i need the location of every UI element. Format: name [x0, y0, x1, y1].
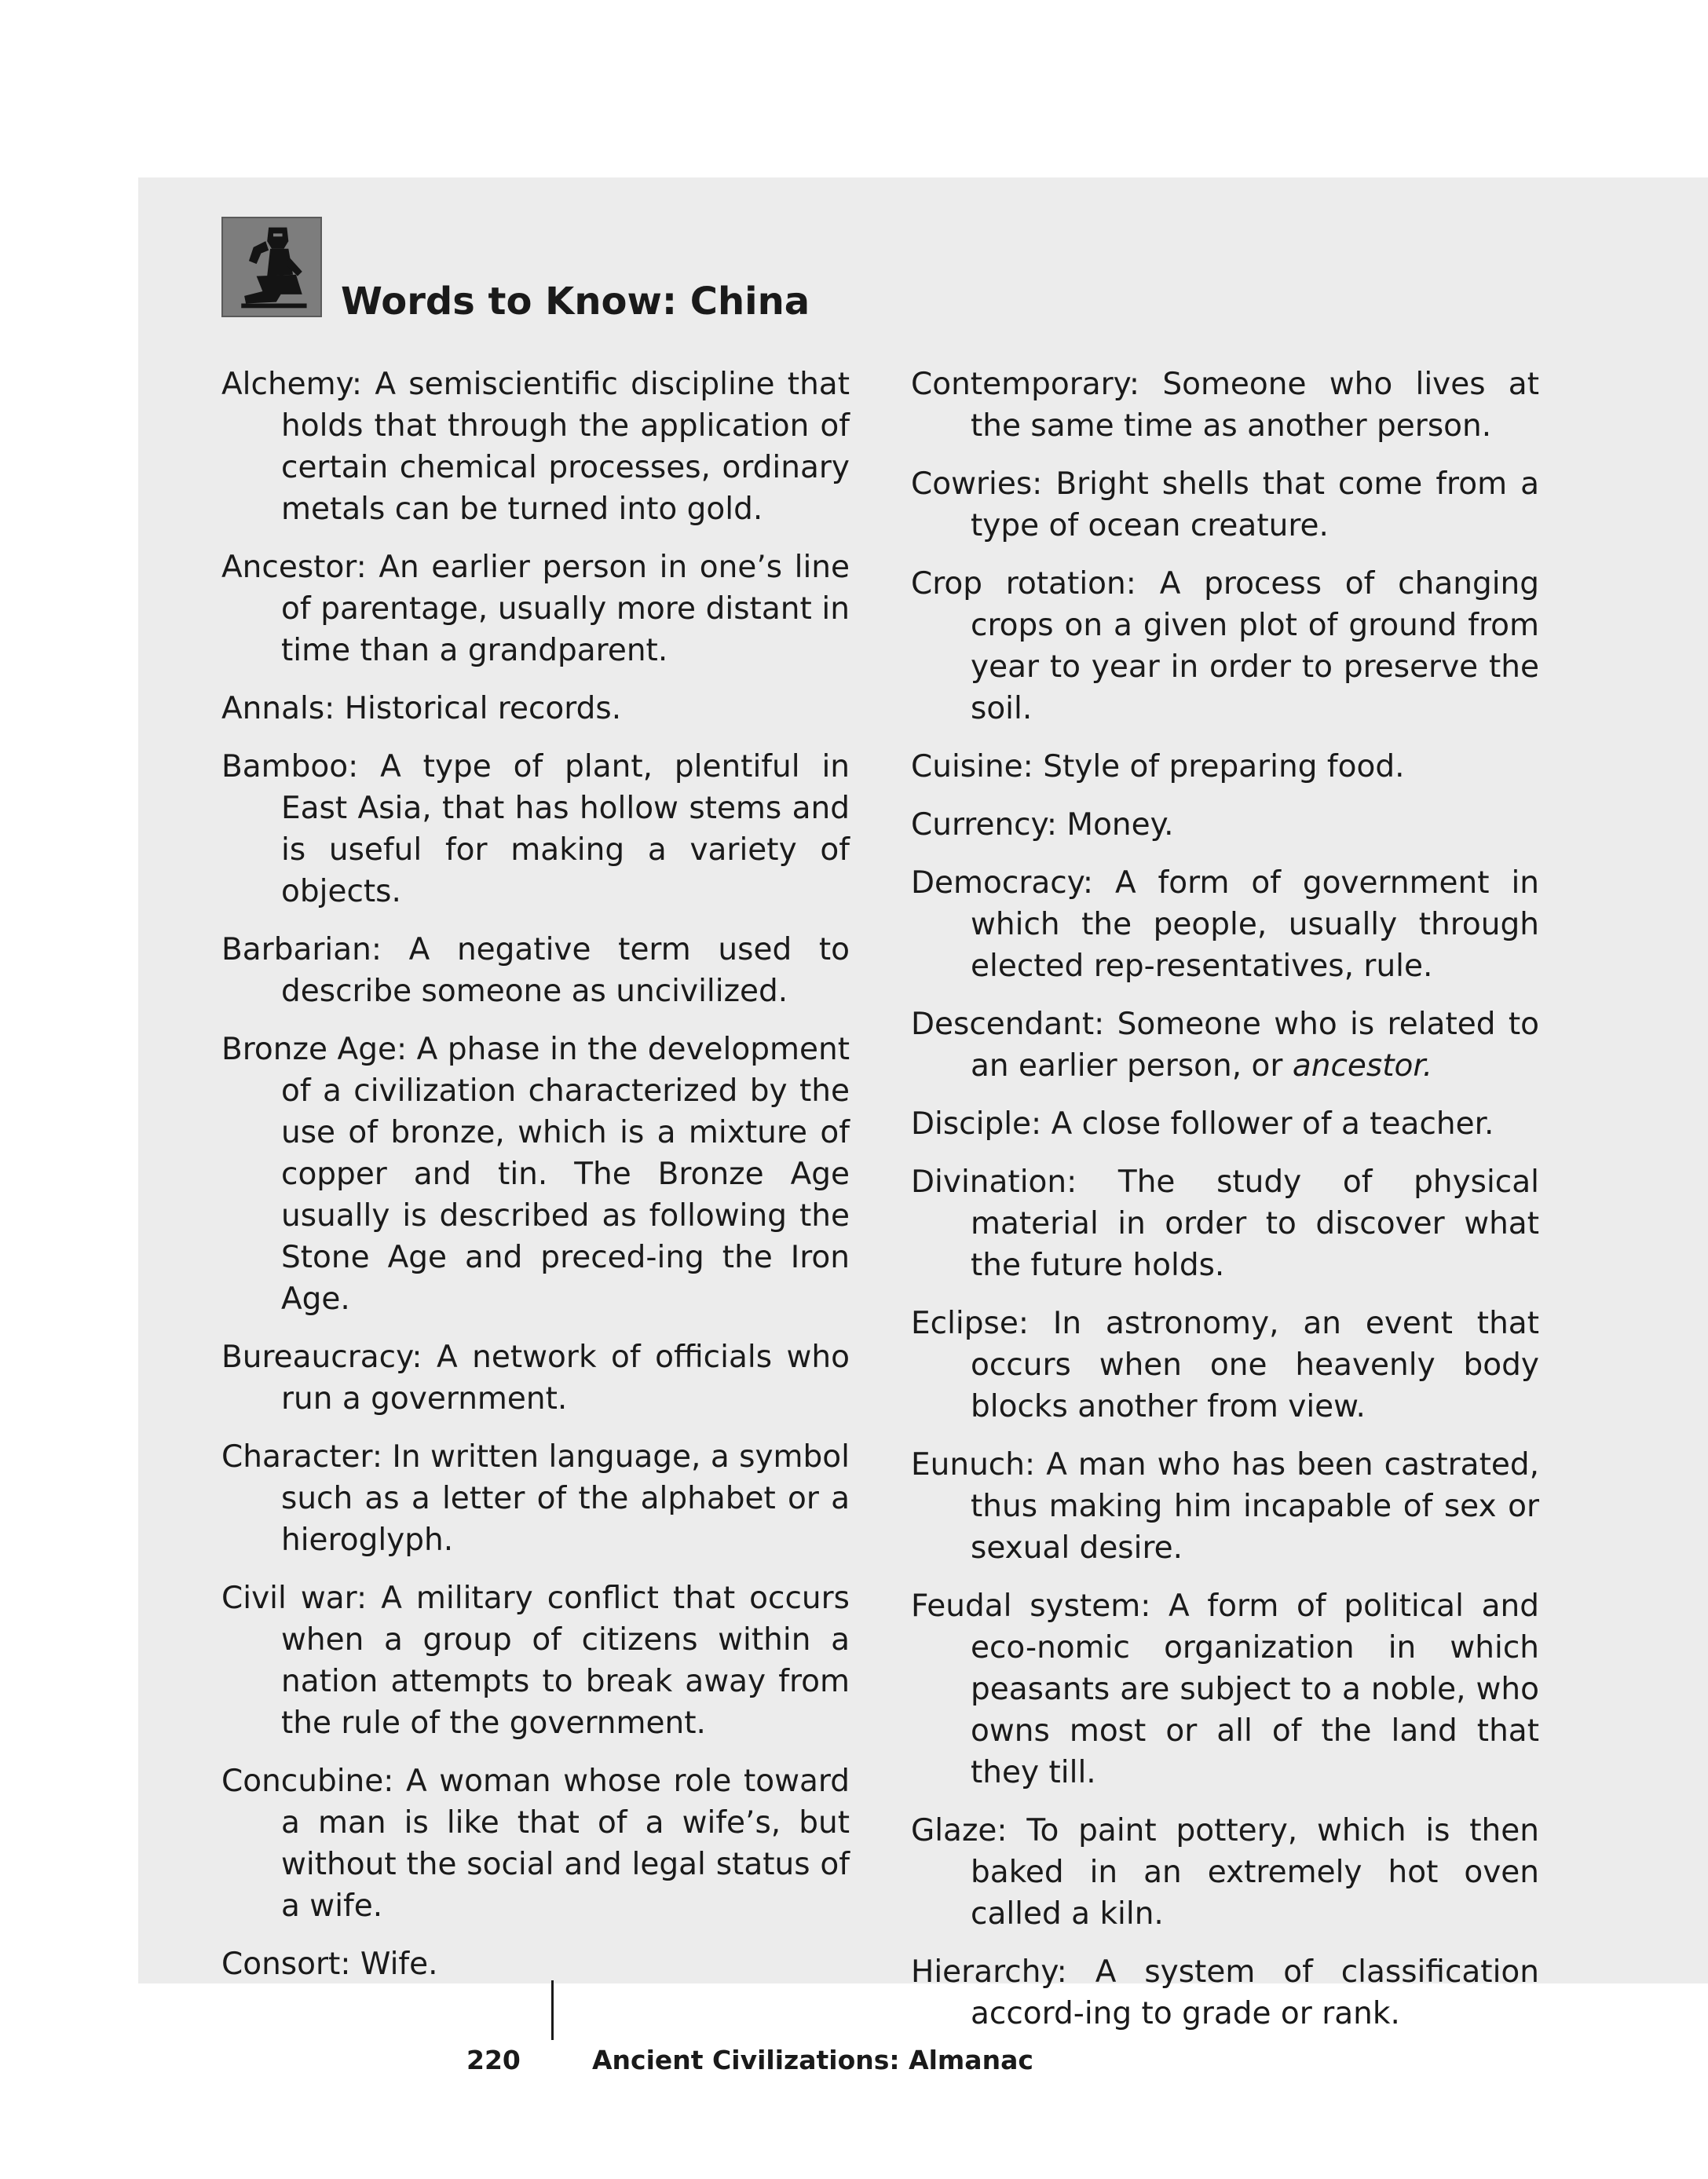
glossary-entry-divination: Divination: The study of physical material in order to discover what the future holds.	[911, 1164, 1539, 1283]
glossary-entry-bamboo: Bamboo: A type of plant, plentiful in East Asia, that has hollow stems and is useful for making a variety of objects.	[221, 749, 850, 909]
glossary-entry-currency: Currency: Money.	[911, 807, 1174, 843]
page-title: Words to Know: China	[341, 280, 810, 324]
glossary-entry-feudal-system: Feudal system: A form of political and eco-nomic organization in which peasants are subject to a noble, who owns most or all of the land that they till.	[911, 1589, 1539, 1790]
glossary-entry-contemporary: Contemporary: Someone who lives at the same time as another person.	[911, 367, 1539, 444]
glossary-entry-cowries: Cowries: Bright shells that come from a type of ocean creature.	[911, 466, 1539, 543]
glossary-entry-consort: Consort: Wife.	[221, 1947, 438, 1982]
glossary-right-column	[911, 364, 1539, 2051]
glossary-entry-eclipse: Eclipse: In astronomy, an event that occurs when one heavenly body blocks another from view.	[911, 1306, 1540, 1424]
page-number: 220	[466, 2045, 521, 2075]
glossary-entry-disciple: Disciple: A close follower of a teacher.	[911, 1106, 1494, 1142]
kneeling-figure-icon	[221, 217, 322, 317]
footer-divider	[551, 1980, 554, 2040]
glossary-entry-eunuch: Eunuch: A man who has been castrated, thus making him incapable of sex or sexual desire.	[911, 1447, 1540, 1566]
glossary-entry-concubine: Concubine: A woman whose role toward a man is like that of a wife’s, but without the social and legal status of a wife.	[221, 1764, 850, 1924]
glossary-entry-cuisine: Cuisine: Style of preparing food.	[911, 749, 1405, 784]
glossary-entry-hierarchy: Hierarchy: A system of classification accord-ing to grade or rank.	[911, 1954, 1539, 2031]
book-title: Ancient Civilizations: Almanac	[592, 2045, 1033, 2075]
glossary-entry-descendant: Descendant: Someone who is related to an earlier person, or ancestor.	[911, 1007, 1539, 1084]
glossary-left-column	[221, 364, 850, 2002]
glossary-entry-democracy: Democracy: A form of government in which the people, usually through elected rep-resentatives, rule.	[911, 865, 1539, 984]
italic-term-ancestor: ancestor.	[1292, 1048, 1433, 1084]
glossary-entry-bureaucracy: Bureaucracy: A network of officials who run a government.	[221, 1340, 850, 1417]
glossary-entry-bronze-age: Bronze Age: A phase in the development of a civilization characterized by the use of bronze, which is a mixture of copper and tin. The Bronze Age usually is described as following the Stone Age and preced-ing the Iron Age.	[221, 1032, 850, 1317]
glossary-entry-ancestor: Ancestor: An earlier person in one’s line of parentage, usually more distant in time than a grandparent.	[221, 550, 850, 668]
glossary-entry-glaze: Glaze: To paint pottery, which is then baked in an extremely hot oven called a kiln.	[911, 1813, 1539, 1932]
glossary-entry-crop-rotation: Crop rotation: A process of changing crops on a given plot of ground from year to year in order to preserve the soil.	[911, 566, 1540, 726]
glossary-entry-annals: Annals: Historical records.	[221, 691, 622, 726]
glossary-entry-barbarian: Barbarian: A negative term used to describe someone as uncivilized.	[221, 932, 850, 1009]
glossary-entry-civil-war: Civil war: A military conflict that occurs when a group of citizens within a nation attempts to break away from the rule of the government.	[221, 1581, 850, 1741]
glossary-entry-alchemy: Alchemy: A semiscientific discipline that holds that through the application of certain chemical processes, ordinary metals can be turned into gold.	[221, 367, 850, 527]
glossary-entry-character: Character: In written language, a symbol such as a letter of the alphabet or a hieroglyph.	[221, 1439, 850, 1558]
